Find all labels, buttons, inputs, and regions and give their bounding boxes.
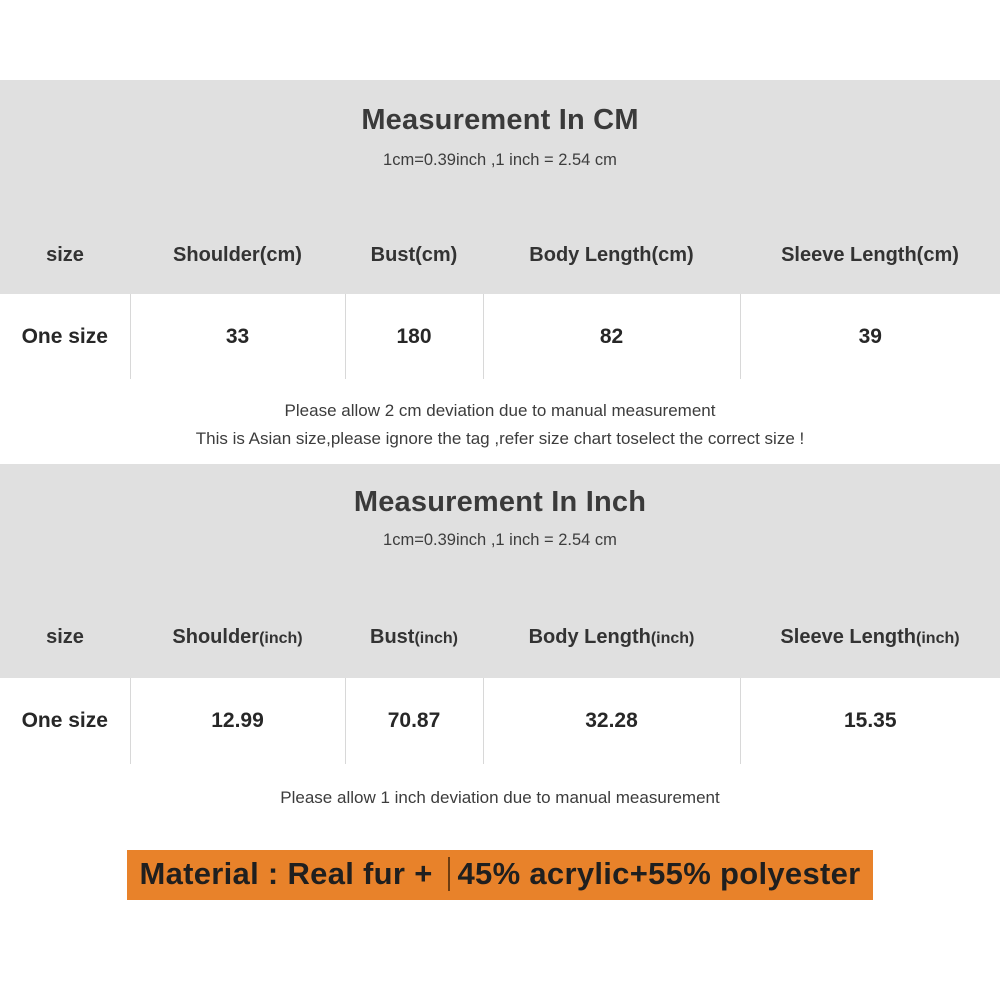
cm-cell-sleeve-length: 39 xyxy=(740,294,1000,379)
inch-header-size-text: size xyxy=(46,625,84,648)
cm-size-table xyxy=(0,216,1000,379)
inch-table-head xyxy=(0,596,1000,678)
material-prefix: Material : Real fur + xyxy=(139,856,442,891)
top-spacer xyxy=(0,0,1000,80)
cm-header-body-length: Body Length(cm) xyxy=(483,216,740,294)
inch-title: Measurement In Inch xyxy=(353,486,647,518)
inch-header-sleeve-length-unit: (inch) xyxy=(916,629,960,647)
inch-cell-body-length: 32.28 xyxy=(483,678,740,764)
cm-cell-bust: 180 xyxy=(345,294,483,379)
cm-cell-size: One size xyxy=(0,294,130,379)
inch-note-1: Please allow 1 inch deviation due to manual measurement xyxy=(280,788,720,807)
inch-header-shoulder xyxy=(130,596,345,678)
cm-cell-shoulder: 33 xyxy=(130,294,345,379)
table-header-row xyxy=(0,596,1000,678)
inch-cell-sleeve-length: 15.35 xyxy=(740,678,1000,764)
cm-subtitle: 1cm=0.39inch ,1 inch = 2.54 cm xyxy=(383,151,617,169)
table-header-row xyxy=(0,216,1000,294)
cm-section-header xyxy=(0,80,1000,216)
material-divider xyxy=(448,857,450,891)
cm-cell-body-length: 82 xyxy=(483,294,740,379)
inch-cell-size: One size xyxy=(0,678,130,764)
inch-header-body-length xyxy=(483,596,740,678)
inch-header-sleeve-length xyxy=(740,596,1000,678)
table-row xyxy=(0,294,1000,379)
inch-subtitle: 1cm=0.39inch ,1 inch = 2.54 cm xyxy=(383,531,617,549)
inch-header-shoulder-text: Shoulder xyxy=(172,625,260,648)
inch-header-sleeve-length-text: Sleeve Length xyxy=(780,625,917,648)
inch-table-body xyxy=(0,678,1000,764)
cm-note-1: Please allow 2 cm deviation due to manual measurement xyxy=(284,401,716,420)
table-row xyxy=(0,678,1000,764)
inch-size-table xyxy=(0,596,1000,764)
inch-notes xyxy=(0,764,1000,832)
inch-header-bust-unit: (inch) xyxy=(414,629,458,647)
inch-cell-shoulder: 12.99 xyxy=(130,678,345,764)
inch-header-body-length-unit: (inch) xyxy=(650,629,695,647)
cm-table-head xyxy=(0,216,1000,294)
cm-header-sleeve-length: Sleeve Length(cm) xyxy=(740,216,1000,294)
material-banner xyxy=(127,850,872,900)
cm-notes xyxy=(0,379,1000,464)
inch-section-header xyxy=(0,464,1000,596)
inch-header-bust xyxy=(345,596,483,678)
material-banner-wrap xyxy=(0,832,1000,900)
cm-note-2: This is Asian size,please ignore the tag ,refer size chart toselect the correct size ! xyxy=(195,429,805,448)
material-suffix: 45% acrylic+55% polyester xyxy=(457,856,861,891)
inch-header-shoulder-unit: (inch) xyxy=(259,629,303,647)
bottom-spacer xyxy=(0,900,1000,950)
inch-cell-bust: 70.87 xyxy=(345,678,483,764)
cm-header-shoulder: Shoulder(cm) xyxy=(130,216,345,294)
inch-header-bust-text: Bust xyxy=(370,625,415,648)
inch-header-size xyxy=(0,596,130,678)
cm-header-bust: Bust(cm) xyxy=(345,216,483,294)
inch-header-body-length-text: Body Length xyxy=(528,625,651,648)
cm-table-body xyxy=(0,294,1000,379)
cm-title: Measurement In CM xyxy=(361,104,639,136)
cm-header-size: size xyxy=(0,216,130,294)
